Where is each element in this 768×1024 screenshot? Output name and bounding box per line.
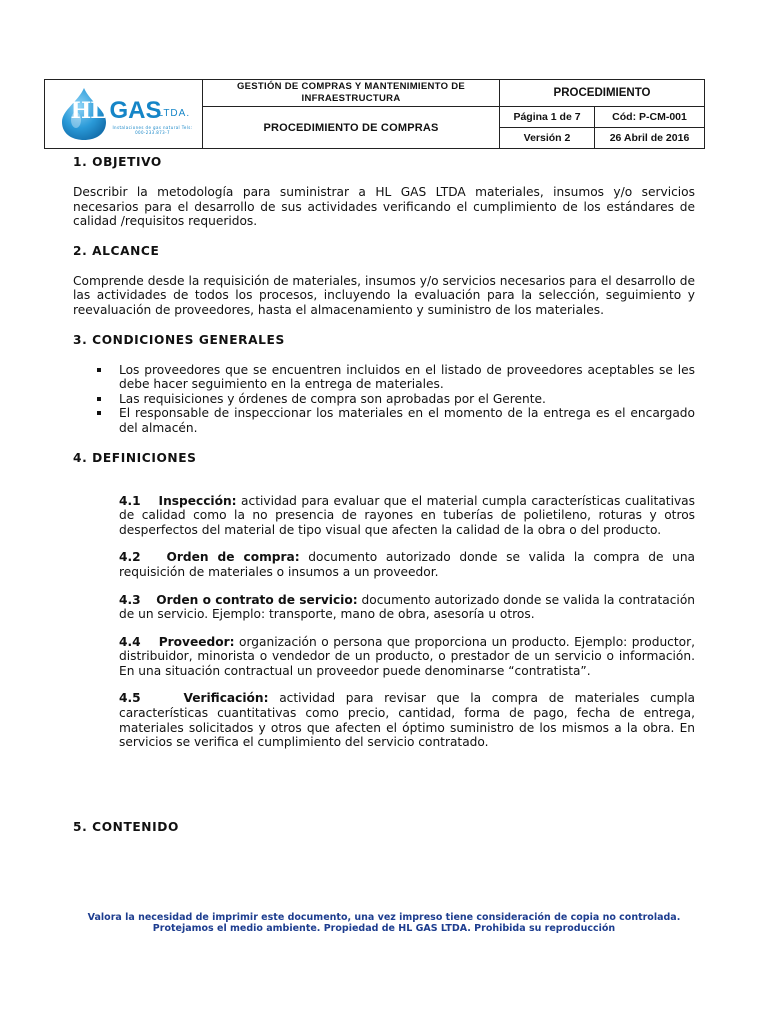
footer-line-ownership: Protejamos el medio ambiente. Propiedad de HL GAS LTDA. Prohibida su reproducción xyxy=(152,923,616,934)
list-item: Los proveedores que se encuentren incluidos en el listado de proveedores aceptables se les debe hacer seguimiento en la entrega de materiales. xyxy=(73,363,695,392)
document-version: Versión 2 xyxy=(500,128,595,149)
definition-item xyxy=(119,494,695,538)
condiciones-list xyxy=(73,363,695,436)
logo-gas-text: GAS xyxy=(109,97,162,124)
document-code: Cód: P-CM-001 xyxy=(595,107,705,128)
document-header xyxy=(44,79,705,149)
definition-text: documento autorizado donde se valida la compra de una requisición de materiales o insumos a un proveedor. xyxy=(119,550,696,579)
definition-text: actividad para revisar que la compra de materiales cumpla características cuantitativas como precio, cantidad, forma de pago, fecha de entrega, materiales solicitados y otros que afecten el óptimo suministro de los mismos a la obra. En servicios se verifica el cumplimiento del servicio contratado. xyxy=(119,691,695,750)
logo-hl-text: HL xyxy=(70,98,105,124)
definition-number: 4.4 xyxy=(119,634,141,649)
definition-number: 4.2 xyxy=(119,550,141,565)
definition-number: 4.5 xyxy=(119,691,141,706)
definition-term: Proveedor: xyxy=(158,634,235,649)
definition-term: Inspección: xyxy=(158,493,237,508)
document-footer xyxy=(40,912,728,934)
company-logo xyxy=(54,86,194,142)
alcance-text: Comprende desde la requisición de materiales, insumos y/o servicios necesarios para el desarrollo de las actividades de todos los procesos, incluyendo la evaluación para la selección, seguimiento y reevaluación de proveedores, hasta el almacenamiento y suministro de los materiales. xyxy=(73,273,695,317)
definition-text: organización o persona que proporciona un producto. Ejemplo: productor, distribuidor, minorista o vendedor de un producto, o prestador de un servicio o información. En una situación contractual un proveedor puede denominarse “contratista”. xyxy=(119,634,695,678)
document-title: PROCEDIMIENTO DE COMPRAS xyxy=(203,107,500,149)
document-date: 26 Abril de 2016 xyxy=(595,128,705,149)
definition-term: Verificación: xyxy=(183,691,269,706)
section-title-condiciones: 3. CONDICIONES GENERALES xyxy=(73,332,285,347)
area-title: GESTIÓN DE COMPRAS Y MANTENIMIENTO DE INFRAESTRUCTURA xyxy=(203,80,500,107)
objetivo-text: Describir la metodología para suministrar a HL GAS LTDA materiales, insumos y/o servicios necesarios para el desarrollo de sus actividades verificando el cumplimiento de los estándares de calidad /requisitos requeridos. xyxy=(73,185,695,229)
definition-text: actividad para evaluar que el material cumpla características cualitativas de calidad como la no presencia de rayones en tuberías de polietileno, roturas y otros desperfectos del material de tipo visual que afecten la calidad de la obra o del producto. xyxy=(119,493,695,537)
company-logo-cell xyxy=(45,80,203,149)
definition-number: 4.3 xyxy=(119,592,141,607)
logo-ltda-text: LTDA. xyxy=(157,108,191,119)
definition-item xyxy=(119,691,695,749)
section-title-contenido: 5. CONTENIDO xyxy=(73,819,179,834)
footer-line-copy-notice: Valora la necesidad de imprimir este documento, una vez impreso tiene consideración de copia no controlada. xyxy=(87,912,681,923)
definition-term: Orden de compra: xyxy=(166,550,300,565)
section-title-alcance: 2. ALCANCE xyxy=(73,243,160,258)
list-item: El responsable de inspeccionar los materiales en el momento de la entrega es el encargado del almacén. xyxy=(73,406,695,435)
definition-item xyxy=(119,635,695,679)
document-type: PROCEDIMIENTO xyxy=(500,80,705,107)
page-number: Página 1 de 7 xyxy=(500,107,595,128)
document-body xyxy=(73,155,695,835)
definitions-list xyxy=(119,494,695,750)
list-item: Las requisiciones y órdenes de compra son aprobadas por el Gerente. xyxy=(73,392,695,407)
section-title-objetivo: 1. OBJETIVO xyxy=(73,155,162,169)
definition-text: documento autorizado donde se valida la contratación de un servicio. Ejemplo: transporte, mano de obra, asesoría u otros. xyxy=(119,592,695,622)
logo-tagline: Instalaciones de gas natural Tels: 000-233.873-7 xyxy=(112,125,193,135)
definition-term: Orden o contrato de servicio: xyxy=(156,592,358,607)
definition-item xyxy=(119,550,695,579)
definition-number: 4.1 xyxy=(119,493,141,508)
definition-item xyxy=(119,593,695,622)
section-title-definiciones: 4. DEFINICIONES xyxy=(73,450,197,465)
